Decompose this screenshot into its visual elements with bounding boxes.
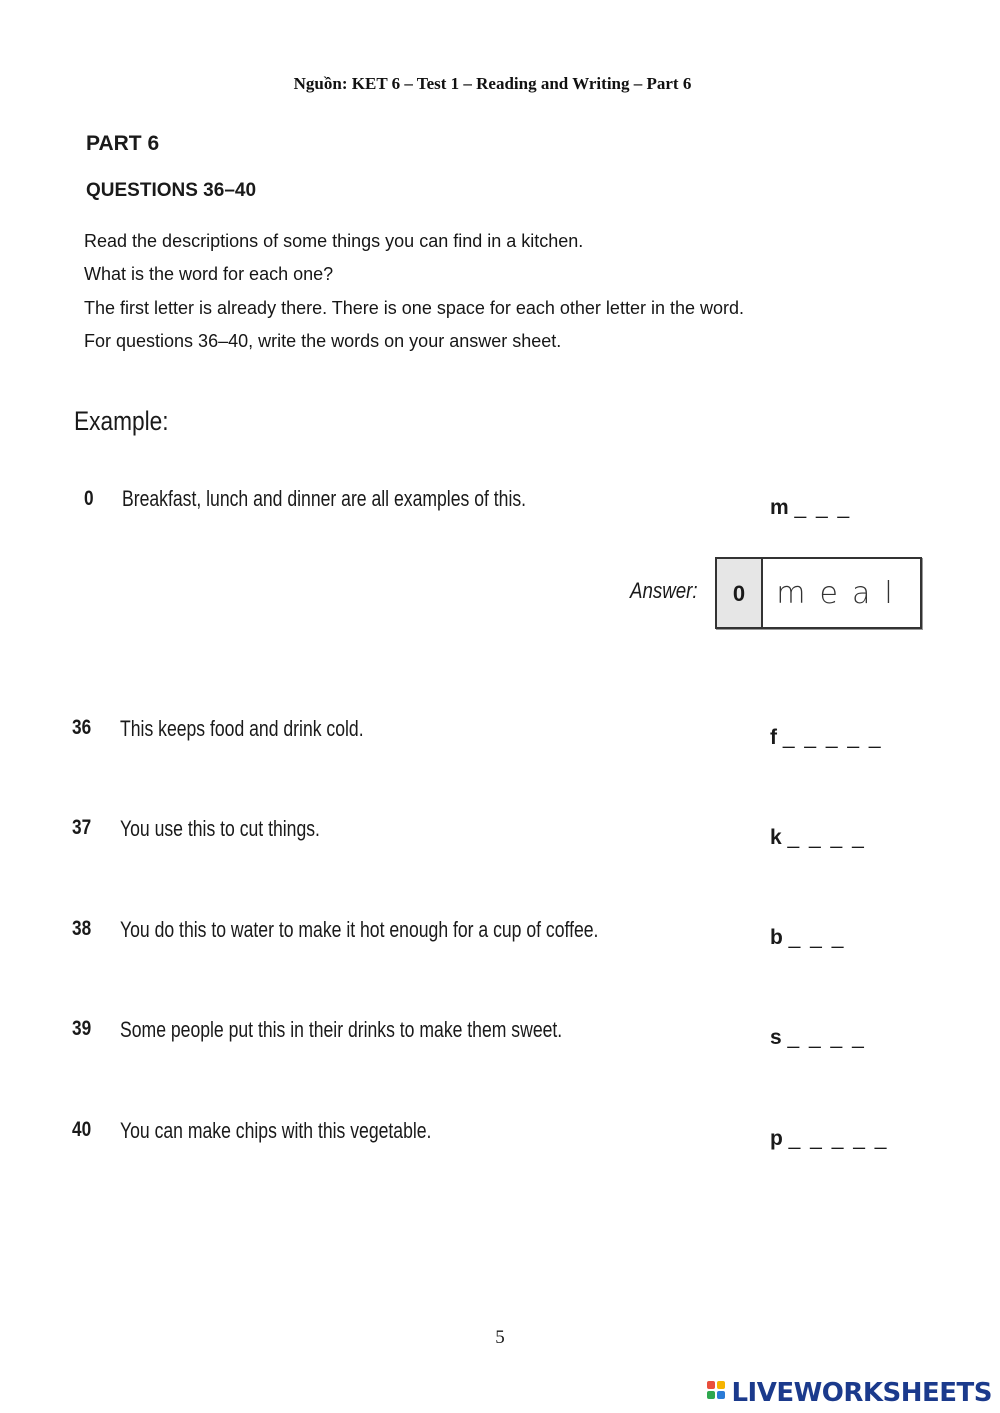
first-letter: m <box>770 496 789 519</box>
question-number: 36 <box>72 716 92 739</box>
instruction-line: Read the descriptions of some things you can find in a kitchen. <box>84 231 584 251</box>
answer-blank[interactable] <box>770 726 883 750</box>
example-text: Breakfast, lunch and dinner are all examples of this. <box>122 486 527 511</box>
answer-blank[interactable] <box>770 826 866 850</box>
liveworksheets-logo[interactable] <box>707 1378 992 1408</box>
letter-blanks: _ _ _ <box>788 926 846 949</box>
instruction-line: The first letter is already there. There is one space for each other letter in the word. <box>84 298 744 318</box>
question-number: 40 <box>72 1118 92 1141</box>
first-letter: p <box>770 1127 783 1150</box>
logo-text: LIVEWORKSHEETS <box>731 1378 992 1408</box>
answer-blank[interactable] <box>770 1026 866 1050</box>
question-text: You do this to water to make it hot enough for a cup of coffee. <box>120 917 599 942</box>
example-heading: Example: <box>74 406 169 436</box>
example-number: 0 <box>84 487 94 510</box>
letter-blanks: _ _ _ _ _ <box>782 726 883 749</box>
first-letter: k <box>770 826 782 849</box>
first-letter: s <box>770 1026 782 1049</box>
instruction-line: What is the word for each one? <box>84 264 334 284</box>
question-number: 38 <box>72 917 92 940</box>
page-number: 5 <box>495 1327 505 1348</box>
question-number: 37 <box>72 816 92 839</box>
part-title: PART 6 <box>86 132 160 155</box>
answer-blank[interactable] <box>770 1127 888 1151</box>
first-letter: b <box>770 926 783 949</box>
source-line: Nguồn: KET 6 – Test 1 – Reading and Writing – Part 6 <box>293 74 692 93</box>
answer-blank[interactable] <box>770 926 845 950</box>
question-text: Some people put this in their drinks to make them sweet. <box>120 1017 563 1042</box>
answer-box <box>715 557 922 629</box>
questions-range: QUESTIONS 36–40 <box>86 180 257 201</box>
question-text: You can make chips with this vegetable. <box>120 1118 432 1143</box>
letter-blanks: _ _ _ _ <box>787 1026 866 1049</box>
question-number: 39 <box>72 1017 92 1040</box>
letter-blanks: _ _ _ <box>794 496 852 519</box>
instruction-line: For questions 36–40, write the words on your answer sheet. <box>84 331 562 351</box>
logo-icon <box>707 1380 727 1406</box>
example-blank <box>770 496 851 520</box>
question-text: This keeps food and drink cold. <box>120 716 364 741</box>
answer-label: Answer: <box>630 578 698 603</box>
question-text: You use this to cut things. <box>120 816 320 841</box>
answer-number: 0 <box>717 559 763 627</box>
answer-word: meal <box>776 576 907 611</box>
letter-blanks: _ _ _ _ _ <box>788 1127 889 1150</box>
first-letter: f <box>770 726 777 749</box>
letter-blanks: _ _ _ _ <box>787 826 866 849</box>
